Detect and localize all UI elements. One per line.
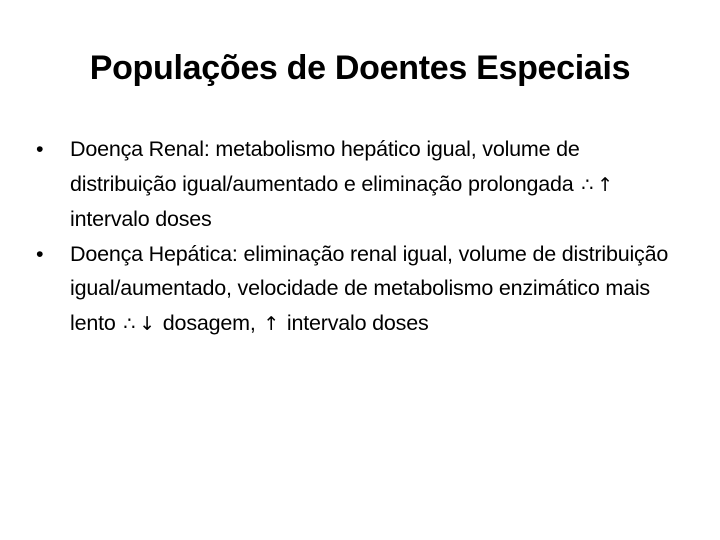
bullet-marker: • xyxy=(36,241,44,266)
arrow-up-icon: ↑ xyxy=(263,312,280,335)
bullet-text: intervalo doses xyxy=(70,207,212,231)
arrow-up-icon: ↑ xyxy=(597,173,613,196)
bullet-list xyxy=(36,132,676,341)
therefore-symbol: ∴ xyxy=(581,173,594,196)
slide-title: Populações de Doentes Especiais xyxy=(89,49,631,87)
therefore-symbol: ∴ xyxy=(123,312,136,335)
bullet-text: dosagem, xyxy=(157,310,262,335)
bullet-item-hepatica xyxy=(36,237,676,342)
bullet-text: Doença Hepática: eliminação renal igual, volume de distribuição igual/aumentado, velocidade de metabolismo enzimático mais lento xyxy=(70,241,669,335)
arrow-down-icon: ↓ xyxy=(139,312,156,335)
bullet-text: Doença Renal: metabolismo hepático igual, volume de distribuição igual/aumentado e eliminação prolongada xyxy=(70,137,580,196)
bullet-marker: • xyxy=(36,137,44,161)
bullet-text: intervalo doses xyxy=(281,310,429,335)
bullet-item-renal xyxy=(36,132,676,237)
